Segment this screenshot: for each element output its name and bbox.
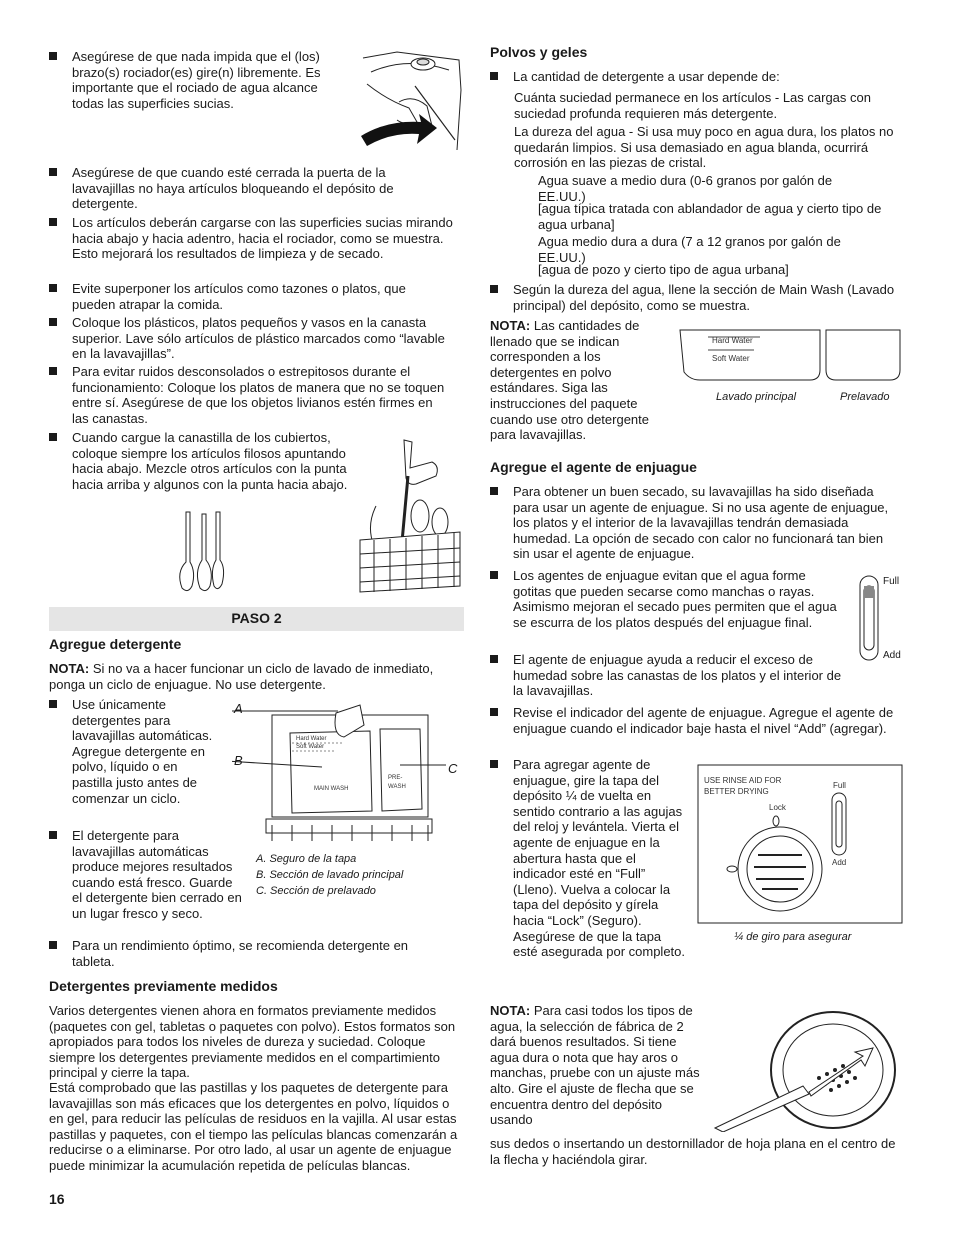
detergent-note [49, 661, 464, 692]
bullet-icon [49, 700, 57, 708]
dispenser-legend-b: B. Sección de lavado principal [256, 869, 404, 881]
utensils-illustration [172, 510, 227, 596]
dispenser-figure [232, 695, 464, 910]
premeasured-paragraph-1: Varios detergentes vienen ahora en formatos previamente medidos (paquetes con gel, tabletas o paquetes con polvo). Estos formatos son apropiados para todos los niveles de dureza y suciedad. Coloque siempre los detergentes previamente medidos en el compartimiento principal y cierre la tapa. [49, 1003, 456, 1081]
powders-heading: Polvos y geles [490, 44, 588, 60]
fill-note [490, 318, 660, 443]
detergent-cups-icon [678, 328, 904, 388]
dispenser-label-c: C [448, 761, 458, 776]
cap-add: Add [832, 858, 847, 867]
cap-lock: Lock [769, 803, 786, 812]
premeasured-paragraph-2: Está comprobado que las pastillas y los paquetes de detergente para lavavajillas son más eficaces que los detergentes en polvo, líquidos o en gel, para reducir las películas de residuos en la vajilla. Al usar estas pastillas y paquetes, con el tiempo las películas blancas comenzarán a reducirse o a eliminarse. Por otro lado, al usar un agente de enjuague puede minimizar la acumulación repetida de películas blancas. [49, 1080, 458, 1173]
note-label: NOTA: [490, 318, 531, 333]
indicator-full-label: Full [883, 576, 900, 587]
rinse-cap-figure [696, 763, 906, 948]
cups-prewash-label: Prelavado [840, 391, 890, 403]
cap-line2: BETTER DRYING [704, 787, 769, 796]
cups-main-label: Lavado principal [716, 391, 797, 403]
arrow-adjust-figure [713, 1008, 903, 1132]
arrow-adjust-icon [713, 1008, 903, 1132]
bullet-icon [490, 760, 498, 768]
note-label: NOTA: [49, 661, 90, 676]
dispenser-label-b: B [234, 753, 243, 768]
spray-arm-illustration [357, 50, 463, 154]
cap-line1: USE RINSE AID FOR [704, 776, 782, 785]
bullet-icon [490, 571, 498, 579]
dispenser-wash: WASH [388, 784, 406, 790]
cups-hard-water: Hard Water [712, 336, 753, 345]
bullet-icon [490, 487, 498, 495]
note-text: Para casi todos los tipos de agua, la selección de fábrica de 2 dará buenos resultados. Si tiene agua dura o nota que hay aros o manchas, pruebe con un ajuste más alto. Gire el ajuste de flecha que se encuentra dentro del depósito usando [490, 1003, 700, 1128]
detergent-cups-figure [678, 328, 904, 408]
dispenser-label-a: A [234, 701, 243, 716]
bullet-icon [49, 433, 57, 441]
premeasured-heading: Detergentes previamente medidos [49, 978, 278, 994]
rinse-heading: Agregue el agente de enjuague [490, 459, 697, 475]
cups-soft-water: Soft Water [712, 354, 750, 363]
dispenser-main-wash: MAIN WASH [314, 786, 349, 792]
bullet-icon [490, 655, 498, 663]
bullet-icon [49, 52, 57, 60]
bullet-icon [49, 941, 57, 949]
rinse-aid-cap-icon [696, 763, 906, 925]
bullet-icon [49, 168, 57, 176]
bullet-icon [490, 708, 498, 716]
dispenser-soft-water: Soft Water [296, 744, 325, 750]
spray-arm-icon [357, 50, 463, 154]
medium-water-line1: Agua medio dura a dura (7 a 12 granos por galón de EE.UU.) [538, 234, 841, 265]
dispenser-pre: PRE- [388, 775, 403, 781]
soft-water-line2: [agua típica tratada con ablandador de agua y cierto tipo de agua urbana] [538, 201, 882, 232]
bullet-icon [49, 831, 57, 839]
silverware-basket-icon [356, 436, 464, 596]
bullet-icon [490, 72, 498, 80]
rinse-indicator [858, 572, 904, 664]
soft-water-line1: Agua suave a medio dura (0-6 granos por galón de EE.UU.) [538, 173, 833, 204]
detergent-dispenser-icon [232, 695, 464, 845]
cap-caption: ¼ de giro para asegurar [734, 931, 852, 943]
dispenser-legend-a: A. Seguro de la tapa [256, 853, 357, 865]
step-banner [49, 607, 464, 631]
dispenser-legend-c: C. Sección de prelavado [256, 885, 376, 897]
bullet-icon [49, 367, 57, 375]
bullet-icon [49, 218, 57, 226]
setting-note-cont: sus dedos o insertando un destornillador de hoja plana en el centro de la flecha y haciéndola girar. [490, 1136, 896, 1167]
bullet-icon [49, 318, 57, 326]
spoons-icon [172, 510, 227, 596]
step-banner-label: PASO 2 [231, 610, 282, 626]
note-label: NOTA: [490, 1003, 531, 1018]
bullet-icon [49, 284, 57, 292]
indicator-add-label: Add [883, 650, 901, 661]
setting-note [490, 1003, 705, 1128]
bullet-icon [490, 285, 498, 293]
add-detergent-heading: Agregue detergente [49, 636, 182, 652]
soil-text: Cuánta suciedad permanece en los artículos - Las cargas con suciedad profunda requieren más detergente. [514, 90, 871, 121]
silverware-basket-illustration [356, 436, 464, 596]
medium-water-line2: [agua de pozo y cierto tipo de agua urbana] [538, 262, 789, 277]
note-text: Las cantidades de llenado que se indican corresponden a los detergentes en polvo estándares. Siga las instrucciones del paquete cuando use otro detergente para lavavajillas. [490, 318, 650, 443]
cap-full: Full [833, 781, 846, 790]
page-number: 16 [49, 1191, 65, 1207]
hardness-text: La dureza del agua - Si usa muy poco en agua dura, los platos no quedarán limpios. Si usa demasiado en agua blanda, ocurrirá corrosión en las piezas de cristal. [514, 124, 894, 171]
dispenser-hard-water: Hard Water [296, 736, 327, 742]
note-text: Si no va a hacer funcionar un ciclo de lavado de inmediato, ponga un ciclo de enjuague. No use detergente. [49, 661, 434, 692]
